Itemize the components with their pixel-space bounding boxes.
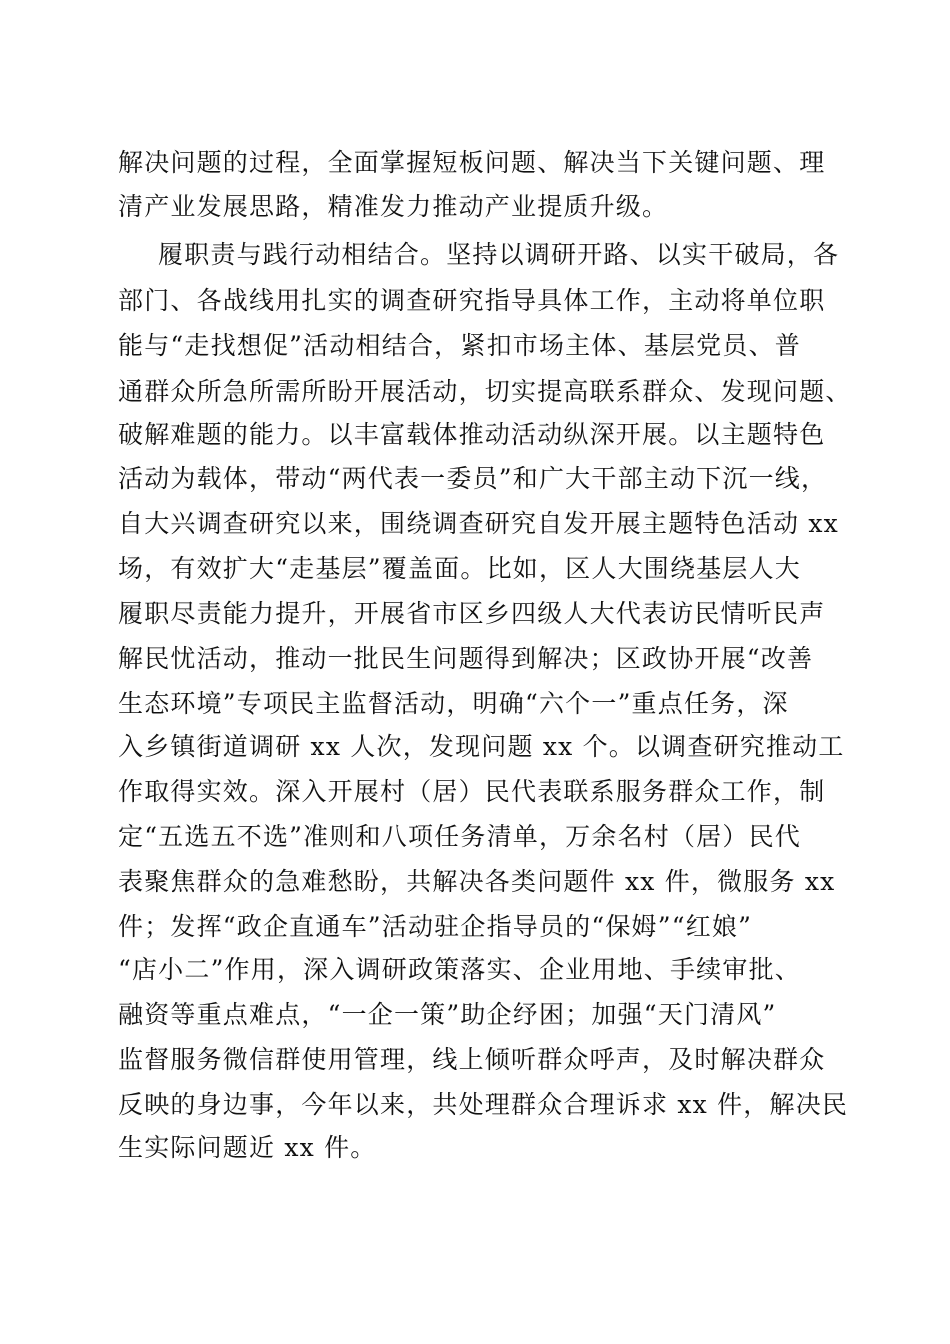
text-line-22: 反映的身边事，今年以来，共处理群众合理诉求 xx 件，解决民 — [118, 1090, 849, 1119]
text-line-5: 能与“走找想促”活动相结合，紧扣市场主体、基层党员、普 — [118, 331, 801, 360]
text-line-20: 融资等重点难点，“一企一策”助企纾困；加强“天门清风” — [118, 1000, 777, 1029]
text-line-23: 生实际问题近 xx 件。 — [118, 1133, 377, 1162]
text-line-15: 作取得实效。深入开展村（居）民代表联系服务群众工作，制 — [118, 777, 826, 806]
text-line-19: “店小二”作用，深入调研政策落实、企业用地、手续审批、 — [118, 955, 801, 984]
text-line-12: 解民忧活动，推动一批民生问题得到解决；区政协开展“改善 — [118, 644, 814, 673]
text-line-13: 生态环境”专项民主监督活动，明确“六个一”重点任务，深 — [118, 689, 789, 718]
text-line-6: 通群众所急所需所盼开展活动，切实提高联系群众、发现问题、 — [118, 377, 852, 406]
text-line-9: 自大兴调查研究以来，围绕调查研究自发开展主题特色活动 xx — [118, 509, 839, 538]
text-line-4: 部门、各战线用扎实的调查研究指导具体工作，主动将单位职 — [118, 286, 826, 315]
text-line-17: 表聚焦群众的急难愁盼，共解决各类问题件 xx 件，微服务 xx — [118, 867, 836, 896]
text-line-3: 履职责与践行动相结合。坚持以调研开路、以实干破局，各 — [158, 240, 840, 269]
text-line-14: 入乡镇街道调研 xx 人次，发现问题 xx 个。以调查研究推动工 — [118, 732, 845, 761]
text-line-18: 件；发挥“政企直通车”活动驻企指导员的“保姆”“红娘” — [118, 912, 753, 941]
text-line-10: 场，有效扩大“走基层”覆盖面。比如，区人大围绕基层人大 — [118, 554, 801, 583]
text-line-11: 履职尽责能力提升，开展省市区乡四级人大代表访民情听民声 — [118, 599, 826, 628]
text-line-8: 活动为载体，带动“两代表一委员”和广大干部主动下沉一线， — [118, 464, 828, 493]
text-line-21: 监督服务微信群使用管理，线上倾听群众呼声，及时解决群众 — [118, 1045, 826, 1074]
text-line-2: 清产业发展思路，精准发力推动产业提质升级。 — [118, 192, 669, 221]
text-line-1: 解决问题的过程，全面掌握短板问题、解决当下关键问题、理 — [118, 148, 826, 177]
text-line-16: 定“五选五不选”准则和八项任务清单，万余名村（居）民代 — [118, 822, 801, 851]
text-line-7: 破解难题的能力。以丰富载体推动活动纵深开展。以主题特色 — [118, 420, 826, 449]
